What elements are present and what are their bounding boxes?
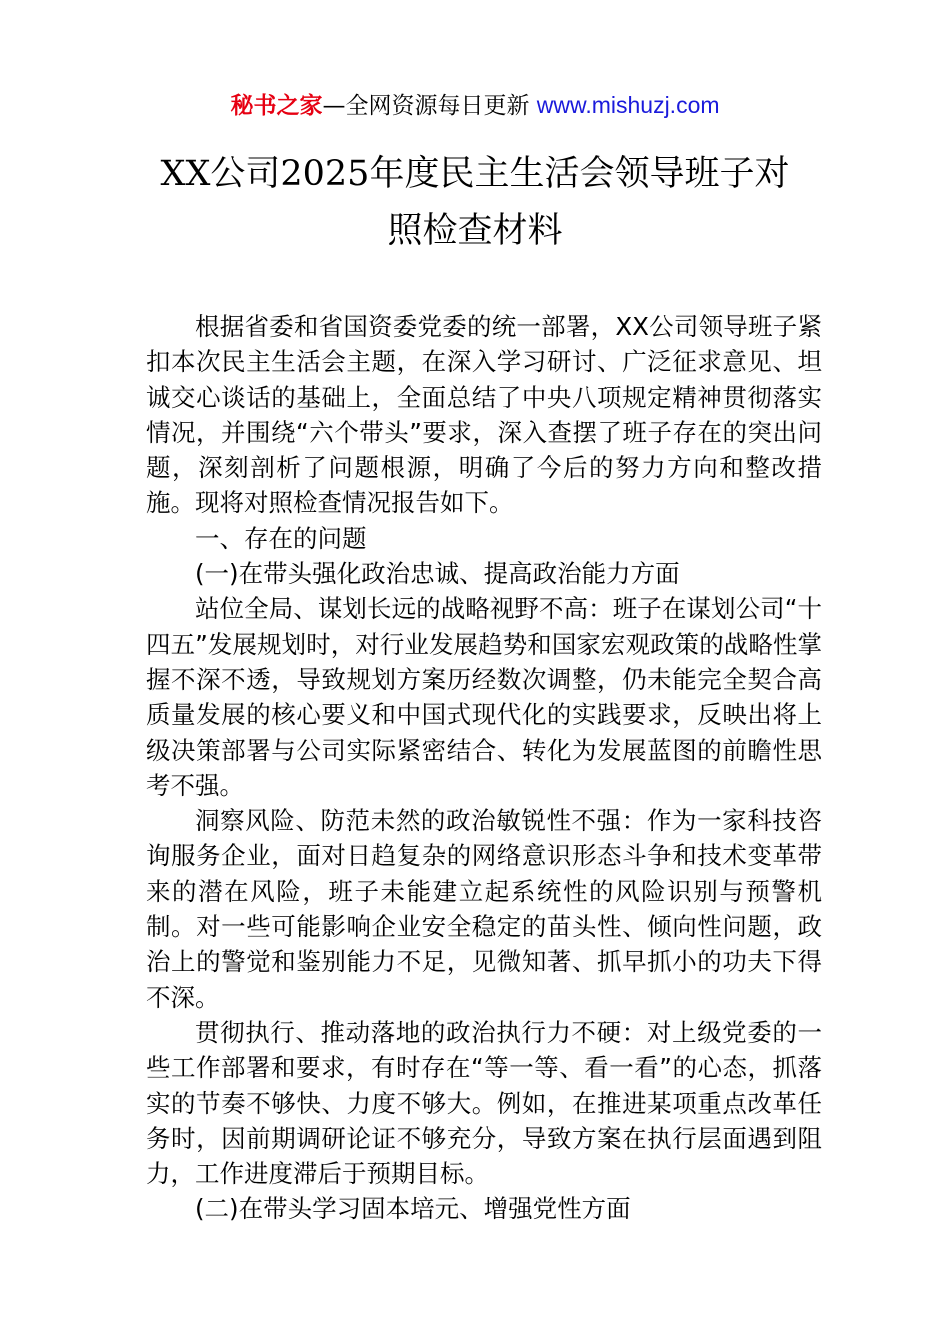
title-line-2: 照检查材料: [387, 211, 563, 251]
site-header: [0, 88, 950, 123]
body-paragraph: 贯彻执行、推动落地的政治执行力不硬：对上级党委的一些工作部署和要求，有时存在“等一等、看一看”的心态，抓落实的节奏不够快、力度不够大。例如，在推进某项重点改革任务时，因前期调研论证不够充分，导致方案在执行层面遇到阻力，工作进度滞后于预期目标。: [146, 1017, 822, 1189]
site-url-link[interactable]: www.mishuzj.com: [536, 92, 720, 118]
title-line-1: XX公司2025年度民主生活会领导班子对: [160, 154, 790, 194]
section-heading-1: 一、存在的问题: [195, 523, 367, 553]
body-paragraph: 洞察风险、防范未然的政治敏锐性不强：作为一家科技咨询服务企业，面对日趋复杂的网络意识形态斗争和技术变革带来的潜在风险，班子未能建立起系统性的风险识别与预警机制。对一些可能影响企业安全稳定的苗头性、倾向性问题，政治上的警觉和鉴别能力不足，见微知著、抓早抓小的功夫下得不深。: [146, 806, 822, 1012]
intro-paragraph: 根据省委和省国资委党委的统一部署，XX公司领导班子紧扣本次民主生活会主题，在深入学习研讨、广泛征求意见、坦诚交心谈话的基础上，全面总结了中央八项规定精神贯彻落实情况，并围绕“六个带头”要求，深入查摆了班子存在的突出问题，深刻剖析了问题根源，明确了今后的努力方向和整改措施。现将对照检查情况报告如下。: [146, 312, 822, 518]
document-body: [146, 309, 822, 1227]
site-tagline: —全网资源每日更新: [322, 93, 537, 119]
body-paragraph: 站位全局、谋划长远的战略视野不高：班子在谋划公司“十四五”发展规划时，对行业发展趋势和国家宏观政策的战略性掌握不深不透，导致规划方案历经数次调整，仍未能完全契合高质量发展的核心要义和中国式现代化的实践要求，反映出将上级决策部署与公司实际紧密结合、转化为发展蓝图的前瞻性思考不强。: [146, 594, 822, 800]
site-brand: 秘书之家: [230, 93, 323, 119]
document-title: [90, 146, 860, 260]
subsection-heading-2: (二)在带头学习固本培元、增强党性方面: [195, 1194, 631, 1224]
subsection-heading-1: (一)在带头强化政治忠诚、提高政治能力方面: [195, 559, 680, 589]
